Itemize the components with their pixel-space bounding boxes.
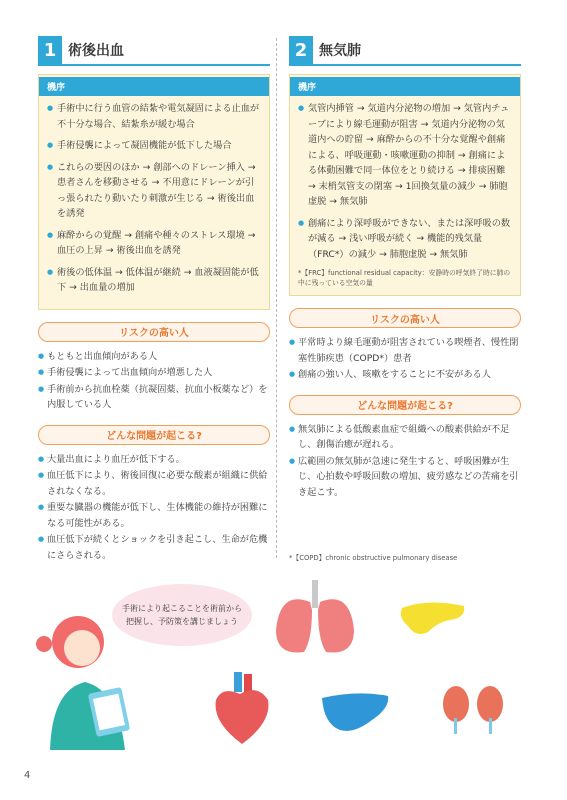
risk-heading: リスクの高い人 [38,322,270,342]
mechanism-item: ● 気管内挿管 → 気道内分泌物の増加 → 気管内チューブにより線毛運動が阻害 → 気道内分泌物の気道内への貯留 → 麻酔からの不十分な覚醒や創痛による、呼吸運動・咳嗽運動の抑制 → 創痛による体動困難で同一体位をとり続ける → 排痰困難 → 末梢気管支の閉塞 → 1回換気量の減少 → 肺胞虚脱 → 無気肺 [298,101,512,210]
kidneys-icon [438,682,508,734]
list-item: ● 平常時より線毛運動が阻害されている喫煙者、慢性閉塞性肺疾患（COPD*）患者 [289,335,521,366]
mechanism-box [289,74,521,296]
risk-heading: リスクの高い人 [289,308,521,328]
section-atelectasis [289,36,521,501]
section-number: 2 [289,36,313,64]
mechanism-item: ● 創痛により深呼吸ができない、または深呼吸の数が減る → 浅い呼吸が続く → 機能的残気量（FRC*）の減少 → 肺胞虚脱 → 無気肺 [298,216,512,263]
list-item: ● 広範囲の無気肺が急速に発生すると、呼吸困難が生じ、心拍数や呼吸回数の増加、疲労感などの苦痛を引き起こす。 [289,454,521,501]
mechanism-note: *【FRC】functional residual capacity：安静時の呼気終了時に肺の中に残っている空気の量 [298,269,511,287]
section-number: 1 [38,36,62,64]
list-item: ● もともと出血傾向がある人 [38,349,270,365]
section-header [38,36,270,64]
column-divider [276,38,277,558]
mechanism-box [38,74,270,310]
problem-heading: どんな問題が起こる? [289,395,521,415]
list-item: ● 創痛の強い人、咳嗽をすることに不安がある人 [289,367,521,383]
section-postop-bleeding [38,36,270,564]
list-item: ● 大量出血により血圧が低下する。 [38,452,270,468]
mechanism-item: ● 麻酔からの覚醒 → 創痛や種々のストレス環境 → 血圧の上昇 → 術後出血を誘発 [47,228,261,259]
liver-icon [318,690,392,736]
problem-heading: どんな問題が起こる? [38,425,270,445]
speech-bubble-text: 手術により起こることを術前から把握し、予防策を講じましょう [122,604,242,626]
problem-list [38,452,270,564]
section-title: 無気肺 [319,43,361,59]
section-title: 術後出血 [68,43,124,59]
nurse-illustration [30,600,150,750]
pancreas-icon [398,598,468,638]
mechanism-item: ● これらの要因のほか → 創部へのドレーン挿入 → 患者さんを移動させる → 不用意にドレーンが引っ張られたり動いたり刺激が生じる → 術後出血を誘発 [47,160,261,222]
mechanism-item: ● 手術中に行う血管の結紮や電気凝固による止血が不十分な場合、結紮糸が緩む場合 [47,101,261,132]
mechanism-label: 機序 [39,77,269,96]
mechanism-item: ● 手術侵襲によって凝固機能が低下した場合 [47,138,261,154]
list-item: ● 血圧低下により、術後回復に必要な酸素が組織に供給されなくなる。 [38,468,270,499]
risk-list [289,335,521,383]
section-header [289,36,521,64]
mechanism-label: 機序 [290,77,520,96]
lungs-icon [270,580,360,660]
mechanism-item: ● 術後の低体温 → 低体温が継続 → 血液凝固能が低下 → 出血量の増加 [47,265,261,296]
list-item: ● 手術前から抗血栓薬（抗凝固薬、抗血小板薬など）を内服している人 [38,382,270,413]
hair-bun [36,636,52,652]
list-item: ● 重要な臓器の機能が低下し、生体機能の維持が困難になる可能性がある。 [38,500,270,531]
section-rule [38,64,270,66]
list-item: ● 手術侵襲によって出血傾向が増悪した人 [38,365,270,381]
list-item: ● 無気肺による低酸素血症で組織への酸素供給が不足し、創傷治癒が遅れる。 [289,422,521,453]
face-shape [64,630,100,666]
page-number: 4 [24,770,31,781]
footnote: *【COPD】chronic obstructive pulmonary disease [289,554,458,562]
section-rule [289,64,521,66]
problem-list [289,422,521,501]
risk-list [38,349,270,413]
heart-icon [210,672,274,748]
list-item: ● 血圧低下が続くとショックを引き起こし、生命が危機にさらされる。 [38,532,270,563]
